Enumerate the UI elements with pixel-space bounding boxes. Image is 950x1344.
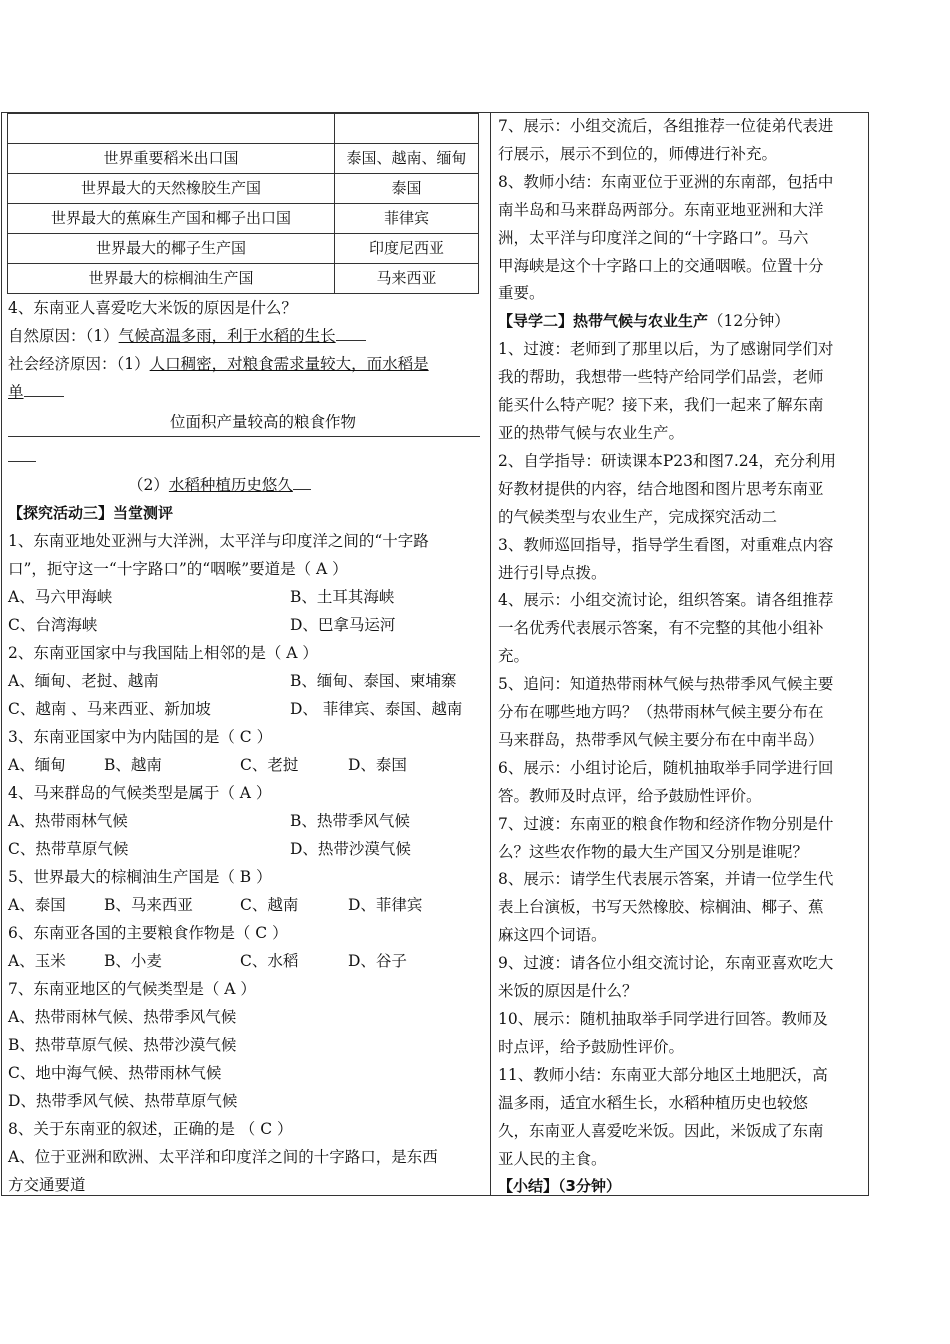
country-cell: 泰国 (335, 174, 479, 204)
lesson-plan-frame (1, 112, 869, 1196)
line-text: 洲，太平洋与印度洋之间的“十字路口”。马六 (498, 228, 809, 247)
lesson-step-line (498, 1090, 864, 1118)
quiz-option: C、水稻 (240, 952, 299, 970)
country-cell: 泰国、越南、缅甸 (335, 144, 479, 174)
lesson-step-line (498, 1034, 864, 1062)
line-text: 分布在哪些地方吗？（热带雨林气候主要分布在 (498, 703, 824, 722)
table-row (8, 174, 479, 204)
line-text: 3、教师巡回指导，指导学生看图，对重难点内容 (498, 535, 834, 554)
table-row (8, 114, 479, 144)
column-divider (490, 113, 491, 1195)
line-text: 么？这些农作物的最大生产国又分别是谁呢？ (498, 842, 809, 861)
q4-social-reason (8, 350, 484, 378)
line-text: 【导学二】热带气候与农业生产 (498, 312, 709, 331)
lesson-step-line (498, 615, 864, 643)
crop-label-cell: 世界最大的天然橡胶生产国 (8, 174, 335, 204)
line-text: 马来群岛，热带季风气候主要分布在中南半岛） (498, 730, 824, 749)
line-text: 麻这四个词语。 (498, 926, 607, 945)
quiz-option: D、热带沙漠气候 (290, 840, 411, 858)
quiz-option: A、泰国 (8, 896, 66, 914)
quiz-option: A、缅甸 (8, 756, 66, 774)
line-text: 4、展示：小组交流讨论，组织答案。请各组推荐 (498, 591, 834, 610)
q4-natural-reason (8, 322, 484, 350)
line-text: 1、过渡：老师到了那里以后，为了感谢同学们对 (498, 340, 834, 359)
line-text: 5、追问：知道热带雨林气候与热带季风气候主要 (498, 675, 834, 694)
section-heading (498, 1173, 864, 1201)
lesson-step-line (498, 783, 864, 811)
quiz-question: 1、东南亚地处亚洲与大洋洲，太平洋与印度洋之间的“十字路 (8, 532, 429, 550)
answer-blank (8, 461, 36, 462)
country-cell: 印度尼西亚 (335, 234, 479, 264)
lesson-step-line (498, 894, 864, 922)
activity3-heading: 【探究活动三】当堂测评 (8, 504, 174, 522)
line-text: 2、自学指导：研读课本P23和图7.24，充分利用 (498, 451, 837, 470)
q4-social-reason-2 (8, 471, 484, 499)
natural-answer: 气候高温多雨，利于水稻的生长 (118, 327, 336, 345)
lesson-step-line (498, 755, 864, 783)
quiz-option: C、越南 (240, 896, 299, 914)
lesson-step-line (498, 225, 864, 253)
quiz-option-row (8, 751, 484, 779)
quiz-option: C、热带草原气候 (8, 840, 129, 858)
line-text: 9、过渡：请各位小组交流讨论，东南亚喜欢吃大 (498, 954, 834, 973)
lesson-step-line (498, 336, 864, 364)
quiz-option: B、热带草原气候、热带沙漠气候 (8, 1036, 237, 1054)
lesson-step-line (498, 839, 864, 867)
lesson-step-line (498, 253, 864, 281)
quiz-option: B、土耳其海峡 (290, 588, 395, 606)
quiz-option: B、小麦 (104, 952, 162, 970)
quiz-option: D、谷子 (348, 952, 407, 970)
quiz-question: 7、东南亚地区的气候类型是（ A ） (8, 980, 256, 998)
lesson-step-line (498, 699, 864, 727)
line-text: 能买什么特产呢？接下来，我们一起来了解东南 (498, 396, 824, 415)
line-text: 好教材提供的内容，结合地图和图片思考东南亚 (498, 479, 824, 498)
quiz-question: 口”，扼守这一“十字路口”的“咽喉”要道是（ A ） (8, 560, 348, 578)
quiz-option: B、越南 (104, 756, 162, 774)
lesson-step-line (498, 1146, 864, 1174)
social-answer-1b: 单 (8, 383, 24, 401)
lesson-step-line (498, 532, 864, 560)
country-cell: 马来西亚 (335, 264, 479, 294)
quiz-option: A、位于亚洲和欧洲、太平洋和印度洋之间的十字路口，是东西 (8, 1148, 438, 1166)
line-text: 答。教师及时点评，给予鼓励性评价。 (498, 786, 762, 805)
q4-social-reason-cont (8, 378, 484, 406)
quiz-option: C、地中海气候、热带雨林气候 (8, 1064, 222, 1082)
answer-blank (336, 340, 366, 341)
line-text: 我的帮助，我想带一些特产给同学们品尝，老师 (498, 368, 824, 387)
crop-label-cell: 世界最大的棕榈油生产国 (8, 264, 335, 294)
quiz-option: B、热带季风气候 (290, 812, 410, 830)
quiz-option: C、老挝 (240, 756, 299, 774)
quiz-option: A、缅甸、老挝、越南 (8, 672, 159, 690)
crop-label-cell: 世界重要稻米出口国 (8, 144, 335, 174)
duration-note: （3分钟） (558, 1177, 621, 1196)
natural-prefix: 自然原因：（1） (8, 327, 119, 345)
line-text: 亚的热带气候与农业生产。 (498, 423, 685, 442)
quiz-option-row (8, 835, 484, 863)
quiz-option-row (8, 891, 484, 919)
table-row (8, 234, 479, 264)
right-column (498, 113, 864, 1201)
section-heading (498, 308, 864, 336)
line-text: 7、过渡：东南亚的粮食作物和经济作物分别是什 (498, 814, 834, 833)
lesson-step-line (498, 113, 864, 141)
line-text: 温多雨，适宜水稻生长，水稻种植历史也较悠 (498, 1093, 809, 1112)
quiz-option: C、台湾海峡 (8, 616, 98, 634)
lesson-step-line (498, 950, 864, 978)
line-text: 行展示，展示不到位的，师傅进行补充。 (498, 144, 778, 163)
q4-social-reason-line2 (8, 408, 480, 437)
blank-line (8, 443, 484, 471)
lesson-step-line (498, 811, 864, 839)
lesson-step-line (498, 1006, 864, 1034)
quiz-question: 4、马来群岛的气候类型是属于（ A ） (8, 784, 272, 802)
quiz-option: A、玉米 (8, 952, 66, 970)
line-text: 【小结】 (498, 1177, 559, 1196)
quiz-option-row (8, 947, 484, 975)
social-answer-3: 水稻种植历史悠久 (168, 476, 293, 494)
lesson-step-line (498, 364, 864, 392)
lesson-step-line (498, 504, 864, 532)
social-prefix: 社会经济原因：（1） (8, 355, 150, 373)
crop-label-cell (8, 114, 335, 144)
crop-label-cell: 世界最大的椰子生产国 (8, 234, 335, 264)
line-text: 11、教师小结：东南亚大部分地区土地肥沃，高 (498, 1065, 828, 1084)
quiz-option: 方交通要道 (8, 1176, 86, 1194)
duration-note: （12分钟） (708, 312, 790, 331)
line-text: 的气候类型与农业生产，完成探究活动二 (498, 507, 778, 526)
crop-producer-table (7, 113, 479, 294)
lesson-step-line (498, 197, 864, 225)
crop-label-cell: 世界最大的蕉麻生产国和椰子出口国 (8, 204, 335, 234)
quiz-question: 2、东南亚国家中与我国陆上相邻的是（ A ） (8, 644, 318, 662)
line-text: 亚人民的主食。 (498, 1149, 607, 1168)
quiz-option-row (8, 807, 484, 835)
lesson-step-line (498, 420, 864, 448)
lesson-step-line (498, 866, 864, 894)
quiz-option: B、马来西亚 (104, 896, 193, 914)
line-text: 表上台演板，书写天然橡胶、棕榈油、椰子、蕉 (498, 898, 824, 917)
line-text: 7、展示：小组交流后，各组推荐一位徒弟代表进 (498, 117, 834, 135)
quiz-option: D、菲律宾 (348, 896, 423, 914)
lesson-step-line (498, 671, 864, 699)
left-column (8, 113, 484, 1199)
line-text: 甲海峡是这个十字路口上的交通咽喉。位置十分 (498, 256, 824, 275)
lesson-step-line (498, 978, 864, 1006)
table-row (8, 204, 479, 234)
quiz-option: A、热带雨林气候、热带季风气候 (8, 1008, 237, 1026)
country-cell (335, 114, 479, 144)
lesson-step-line (498, 727, 864, 755)
quiz-option-row (8, 611, 484, 639)
quiz-option: B、缅甸、泰国、柬埔寨 (290, 672, 457, 690)
lesson-step-line (498, 280, 864, 308)
quiz-option-row (8, 583, 484, 611)
answer-blank (24, 396, 64, 397)
lesson-step-line (498, 1062, 864, 1090)
line-text: 时点评，给予鼓励性评价。 (498, 1037, 685, 1056)
social-answer-1: 人口稠密，对粮食需求量较大，而水稻是 (149, 355, 429, 373)
line-text: 重要。 (498, 284, 545, 303)
table-row (8, 264, 479, 294)
quiz-option: D、巴拿马运河 (290, 616, 396, 634)
quiz-option: D、泰国 (348, 756, 407, 774)
social-prefix-2: （2） (128, 476, 169, 494)
quiz-option: D、 菲律宾、泰国、越南 (290, 700, 463, 718)
line-text: 8、教师小结：东南亚位于亚洲的东南部，包括中 (498, 172, 834, 191)
country-cell: 菲律宾 (335, 204, 479, 234)
quiz-question: 5、世界最大的棕榈油生产国是（ B ） (8, 868, 272, 886)
quiz-option: D、热带季风气候、热带草原气候 (8, 1092, 238, 1110)
quiz-option-row (8, 695, 484, 723)
lesson-step-line (498, 1118, 864, 1146)
lesson-step-line (498, 476, 864, 504)
quiz-option: A、热带雨林气候 (8, 812, 128, 830)
quiz (8, 527, 484, 1199)
q4-question: 4、东南亚人喜爱吃大米饭的原因是什么？ (8, 299, 297, 317)
lesson-step-line (498, 922, 864, 950)
quiz-option: C、越南 、马来西亚、新加坡 (8, 700, 211, 718)
quiz-question: 6、东南亚各国的主要粮食作物是（ C ） (8, 924, 288, 942)
quiz-question: 3、东南亚国家中为内陆国的是（ C ） (8, 728, 273, 746)
lesson-step-line (498, 392, 864, 420)
lesson-step-line (498, 448, 864, 476)
line-text: 一名优秀代表展示答案，有不完整的其他小组补 (498, 619, 824, 638)
lesson-step-line (498, 141, 864, 169)
lesson-step-line (498, 169, 864, 197)
quiz-question: 8、关于东南亚的叙述，正确的是 （ C ） (8, 1120, 293, 1138)
lesson-step-line (498, 560, 864, 588)
line-text: 8、展示：请学生代表展示答案，并请一位学生代 (498, 870, 834, 889)
table-row (8, 144, 479, 174)
line-text: 6、展示：小组讨论后，随机抽取举手同学进行回 (498, 758, 834, 777)
lesson-step-line (498, 587, 864, 615)
line-text: 10、展示：随机抽取举手同学进行回答。教师及 (498, 1010, 828, 1028)
quiz-option: A、马六甲海峡 (8, 588, 113, 606)
line-text: 进行引导点拨。 (498, 563, 607, 582)
line-text: 米饭的原因是什么？ (498, 982, 638, 1001)
line-text: 充。 (498, 647, 530, 666)
social-answer-2: 位面积产量较高的粮食作物 (170, 413, 357, 431)
lesson-step-line (498, 643, 864, 671)
answer-blank (293, 489, 311, 490)
quiz-option-row (8, 667, 484, 695)
line-text: 南半岛和马来群岛两部分。东南亚地亚洲和大洋 (498, 200, 824, 219)
line-text: 久，东南亚人喜爱吃米饭。因此，米饭成了东南 (498, 1121, 824, 1140)
